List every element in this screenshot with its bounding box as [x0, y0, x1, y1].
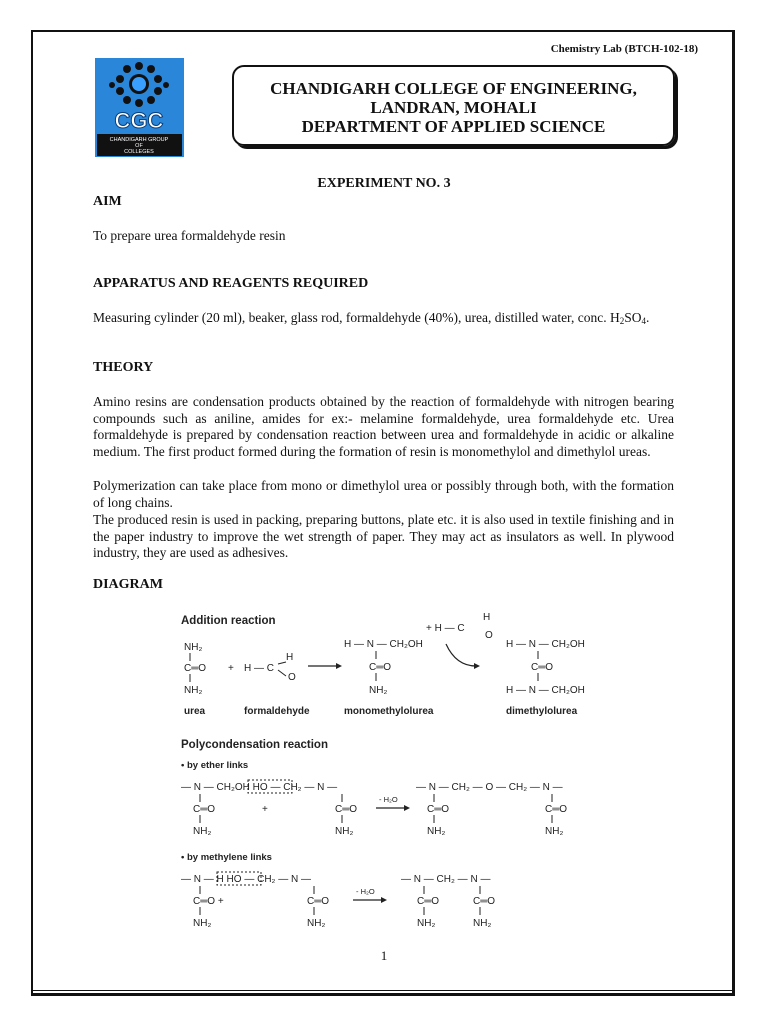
svg-text:NH₂: NH₂	[193, 918, 212, 929]
course-code: Chemistry Lab (BTCH-102-18)	[550, 43, 698, 55]
diagram-heading: DIAGRAM	[93, 577, 163, 592]
svg-text:C═O: C═O	[307, 896, 330, 907]
ether-links-title: • by ether links	[181, 760, 249, 771]
svg-text:C═O +: C═O +	[193, 896, 224, 907]
reaction-diagram	[176, 604, 585, 934]
svg-text:NH₂: NH₂	[335, 826, 354, 837]
college-name-line1: CHANDIGARH COLLEGE OF ENGINEERING,	[270, 79, 637, 98]
svg-text:O: O	[288, 672, 296, 683]
svg-text:— N — CH₂ — O — CH₂ — N —: — N — CH₂ — O — CH₂ — N —	[416, 782, 563, 793]
svg-text:H — N — CH₂OH: H — N — CH₂OH	[506, 685, 585, 696]
svg-text:NH₂: NH₂	[193, 826, 212, 837]
experiment-title: EXPERIMENT NO. 3	[317, 176, 451, 191]
svg-text:H — C: H — C	[244, 663, 274, 674]
department-name: DEPARTMENT OF APPLIED SCIENCE	[301, 117, 606, 136]
svg-text:NH₂: NH₂	[417, 918, 436, 929]
svg-text:NH₂: NH₂	[184, 642, 203, 653]
svg-text:C═O: C═O	[545, 804, 568, 815]
svg-text:H — N — CH₂OH: H — N — CH₂OH	[506, 639, 585, 650]
svg-text:COLLEGES: COLLEGES	[124, 149, 154, 155]
svg-text:— N — CH₂OH HO — CH₂ — N —: — N — CH₂OH HO — CH₂ — N —	[181, 782, 338, 793]
methylene-links-title: • by methylene links	[181, 852, 272, 863]
label-dimethylolurea: dimethylolurea	[506, 706, 578, 717]
water-loss-label-2: - H₂O	[356, 887, 375, 896]
water-loss-label-1: - H₂O	[379, 795, 398, 804]
svg-text:— N — CH₂ — N —: — N — CH₂ — N —	[401, 874, 491, 885]
svg-text:C═O: C═O	[417, 896, 440, 907]
svg-text:+: +	[262, 804, 268, 815]
svg-text:C═O: C═O	[369, 662, 392, 673]
svg-text:CHANDIGARH GROUP: CHANDIGARH GROUP	[109, 137, 169, 143]
apparatus-text: Measuring cylinder (20 ml), beaker, glass rod, formaldehyde (40%), urea, distilled water, conc. $H_2SO_4$.	[93, 310, 650, 326]
svg-text:NH₂: NH₂	[184, 685, 203, 696]
svg-text:NH₂: NH₂	[545, 826, 564, 837]
theory-heading: THEORY	[93, 360, 154, 375]
polycondensation-title: Polycondensation reaction	[181, 739, 328, 751]
svg-text:— N — H HO — CH₂ — N —: — N — H HO — CH₂ — N —	[181, 874, 311, 885]
svg-text:NH₂: NH₂	[427, 826, 446, 837]
addition-title: Addition reaction	[181, 615, 276, 627]
apparatus-heading: APPARATUS AND REAGENTS REQUIRED	[93, 276, 369, 291]
svg-text:C═O: C═O	[531, 662, 554, 673]
aim-heading: AIM	[93, 194, 122, 209]
svg-text:+: +	[228, 663, 234, 674]
svg-text:C═O: C═O	[335, 804, 358, 815]
svg-text:C═O: C═O	[193, 804, 216, 815]
theory-paragraph-3: The produced resin is used in packing, preparing buttons, plate etc. it is also used in textile finishing and in the paper industry to improve the wet strength of paper. They may act as insulators as well. In plywood industry, they are used as adhesives.	[93, 512, 674, 561]
label-urea: urea	[184, 706, 206, 717]
theory-paragraph-1: Amino resins are condensation products obtained by the reaction of formaldehyde with nitrogen bearing compounds such as aniline, amides for ex:- melamine formaldehyde, urea formaldehyde etc. Urea formaldehyde is prepared by condensation reaction between urea and formaldehyde in acidic or alkaline medium. The first product formed during the formation of resin is monomethylol and dimethylol ureas.	[93, 394, 674, 459]
svg-text:C═O: C═O	[473, 896, 496, 907]
college-logo	[95, 58, 184, 157]
svg-text:OF: OF	[135, 143, 143, 149]
svg-text:NH₂: NH₂	[369, 685, 388, 696]
svg-text:+ H — C: + H — C	[426, 623, 465, 634]
label-formaldehyde: formaldehyde	[244, 706, 310, 717]
svg-text:H: H	[483, 612, 491, 623]
page-number: 1	[380, 948, 388, 963]
svg-text:C═O: C═O	[427, 804, 450, 815]
aim-text: To prepare urea formaldehyde resin	[93, 228, 286, 243]
svg-text:C═O: C═O	[184, 663, 207, 674]
college-name-line2: LANDRAN, MOHALI	[370, 98, 537, 117]
theory-paragraph-2: Polymerization can take place from mono or dimethylol urea or possibly through both, with the formation of long chains.	[93, 478, 674, 510]
label-monomethylolurea: monomethylolurea	[344, 706, 434, 717]
page-border-bottom-line	[31, 990, 735, 991]
svg-text:H — N — CH₂OH: H — N — CH₂OH	[344, 639, 423, 650]
svg-text:O: O	[485, 630, 493, 641]
svg-text:NH₂: NH₂	[307, 918, 326, 929]
logo-text: CGC	[114, 108, 164, 133]
svg-text:H: H	[286, 652, 294, 663]
svg-text:NH₂: NH₂	[473, 918, 492, 929]
college-title-box	[232, 65, 675, 146]
